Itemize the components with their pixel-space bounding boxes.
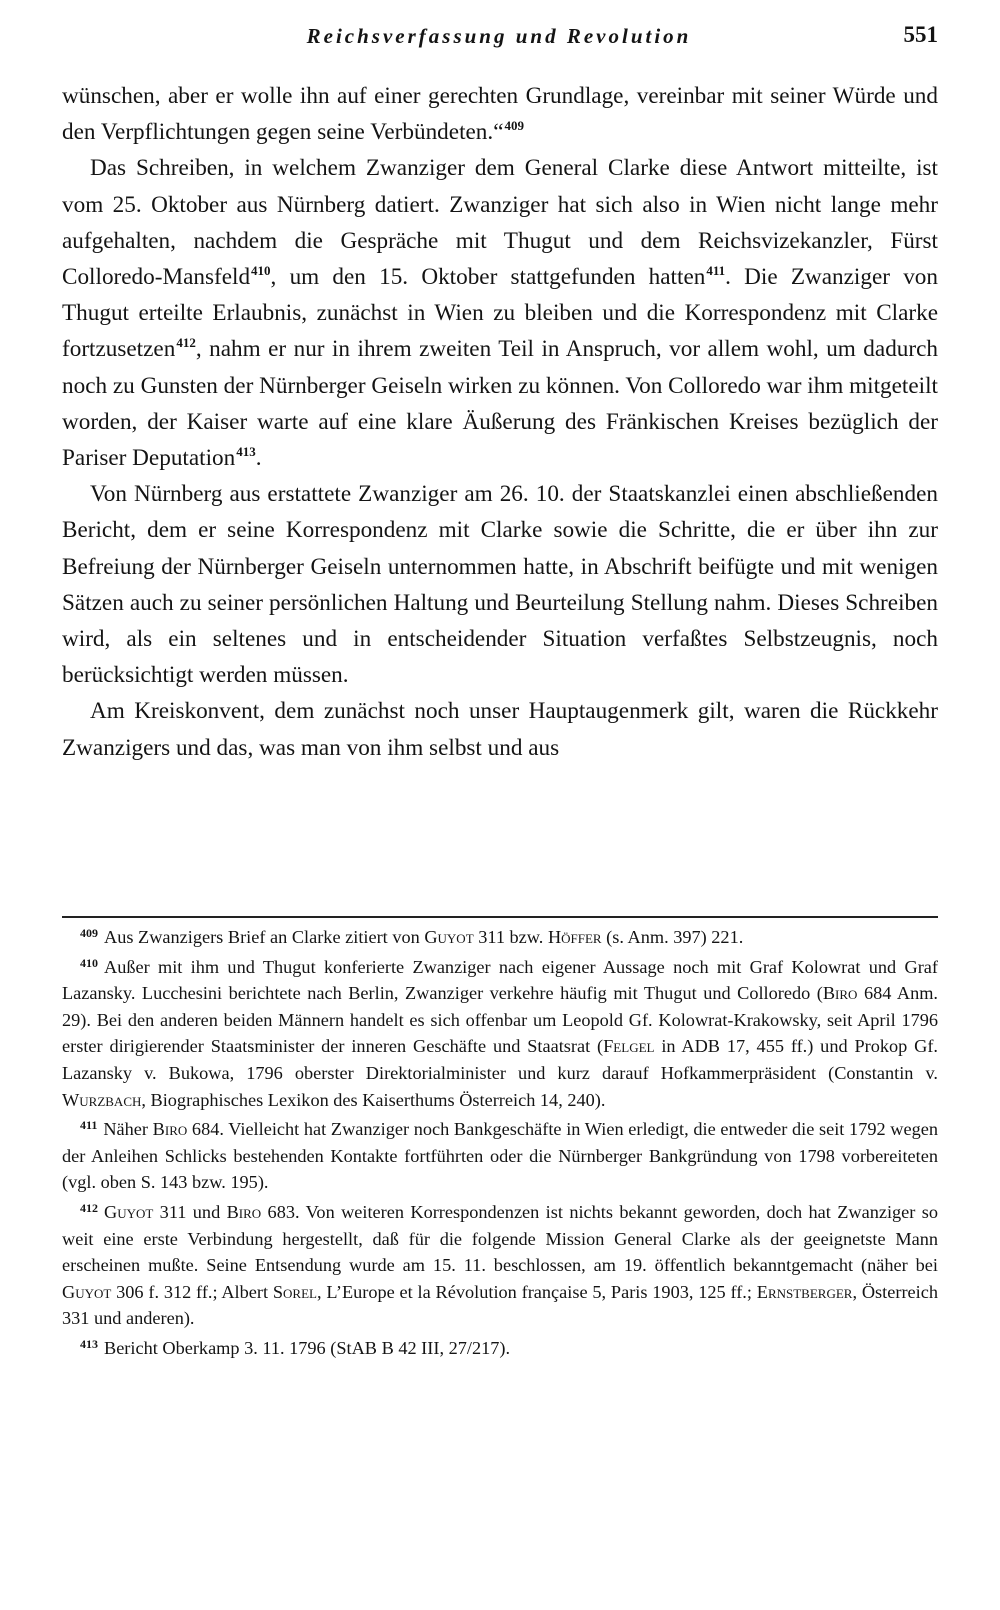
author-name: Ernstberger [756, 1281, 853, 1302]
paragraph-4: Am Kreiskonvent, dem zunächst noch unser Hauptaugenmerk gilt, waren die Rückkehr Zwanzigers und das, was man von ihm selbst und aus [62, 698, 938, 761]
footnote-412 [62, 1199, 938, 1332]
footnote-text: 311 und [153, 1201, 227, 1222]
author-name: Sorel [272, 1281, 317, 1302]
paragraph-1-text: wünschen, aber er wolle ihn auf einer gerechten Grundlage, vereinbar mit seiner Würde und den Verpflichtungen gegen seine Verbündeten.“ [62, 83, 938, 146]
footnote-text: 684. Vielleicht hat Zwanziger noch Bankgeschäfte in Wien erledigt, die entweder die seit 1792 wegen der Anleihen Schlicks bestehenden Kontakte fortführten oder die Nürnberger Bankgründung von 1798 vorbereiteten (vgl. oben S. 143 bzw. 195). [62, 1119, 938, 1193]
footnote-number: 410 [80, 955, 98, 970]
footnote-410 [62, 954, 938, 1114]
footnote-text: 683. Von weiteren Korrespondenzen ist nichts bekannt geworden, doch hat Zwanziger so weit eine erste Verbindung hergestellt, daß für die folgende Mission General Clarke als der geeignetste Mann erscheinen mußte. Seine Entsendung wurde am 15. 11. beschlossen, am 19. öffentlich bekanntgemacht (näher bei [62, 1201, 938, 1276]
page-number: 551 [903, 22, 938, 47]
author-name: Guyot [104, 1201, 154, 1222]
footnote-413 [62, 1335, 938, 1362]
running-title: Reichsverfassung und Revolution [306, 24, 692, 48]
author-name: Biro [226, 1201, 262, 1222]
author-name: Guyot [424, 927, 474, 947]
footnote-text: Außer mit ihm und Thugut konferierte Zwanziger nach eigener Aussage noch mit Graf Kolowrat und Graf Lazansky. Lucchesini berichtete nach Berlin, Zwanziger verkehre häufig mit Thugut und Colloredo ( [62, 956, 938, 1004]
footnote-text: 684 Anm. 29). Bei den anderen beiden Männern handelt es sich offenbar um Leopold Gf. Kolowrat-Krakowsky, seit April 1796 erster dirigierender Staatsminister der inneren Geschäfte und Staatsrat ( [62, 983, 938, 1057]
author-name: Felgel [603, 1036, 655, 1057]
paragraph-1 [62, 78, 938, 150]
author-name: Biro [152, 1119, 188, 1140]
footnote-text: (s. Anm. 397) 221. [601, 927, 744, 947]
footnote-text: 306 f. 312 ff.; Albert [111, 1281, 273, 1302]
paragraph-2 [62, 150, 938, 476]
footnote-ref-409[interactable]: 409 [504, 118, 524, 134]
footnote-text: , Österreich 331 und anderen). [62, 1281, 938, 1329]
footnote-text: , L’Europe et la Révolution française 5, Paris 1903, 125 ff.; [316, 1281, 757, 1302]
main-text [62, 78, 938, 766]
paragraph-2-text-e: . [255, 445, 262, 472]
footnote-number: 413 [80, 1336, 98, 1351]
footnote-number: 409 [80, 926, 98, 940]
footnote-ref-412[interactable]: 412 [176, 335, 196, 351]
footnote-ref-410[interactable]: 410 [251, 263, 271, 279]
author-name: Wurzbach [62, 1089, 142, 1110]
author-name: Höffer [547, 927, 602, 947]
footnote-409 [62, 924, 938, 951]
paragraph-2-text-b: , um den 15. Oktober stattgefunden hatten [270, 264, 706, 291]
paragraph-2-text-a: Das Schreiben, in welchem Zwanziger dem General Clarke diese Antwort mitteilte, ist vom 25. Oktober aus Nürnberg datiert. Zwanziger hat sich also in Wien nicht lange mehr aufgehalten, nachdem die Gespräche mit Thugut und dem Reichsvizekanzler, Fürst Colloredo-Mansfeld [62, 155, 938, 291]
footnote-text: 311 bzw. [473, 927, 548, 947]
footnote-text: , Biographisches Lexikon des Kaiserthums Österreich 14, 240). [141, 1089, 606, 1110]
footnote-ref-411[interactable]: 411 [706, 263, 726, 279]
footnote-text: in ADB 17, 455 ff.) und Prokop Gf. Lazansky v. Bukowa, 1796 oberster Direktorialminister und kurz darauf Hofkammerpräsident (Constantin v. [62, 1036, 938, 1083]
footnote-number: 412 [80, 1200, 98, 1215]
footnote-411 [62, 1116, 938, 1196]
footnote-text: Bericht Oberkamp 3. 11. 1796 (StAB B 42 III, 27/217). [104, 1337, 511, 1358]
footnote-text: Näher [103, 1119, 153, 1140]
footnote-ref-413[interactable]: 413 [236, 444, 256, 460]
paragraph-3: Von Nürnberg aus erstattete Zwanziger am 26. 10. der Staatskanzlei einen abschließenden Bericht, dem er seine Korrespondenz mit Clarke sowie die Schritte, die er über ihn zur Befreiung der Nürnberger Geiseln unternommen hatte, in Abschrift beifügte und mit wenigen Sätzen auch zu seiner persönlichen Haltung und Beurteilung Stellung nahm. Dieses Schreiben wird, als ein seltenes und in entscheidender Situation verfaßtes Selbstzeugnis, noch berücksichtigt werden müssen. [62, 481, 938, 689]
footnotes [62, 924, 938, 1365]
page-header [60, 22, 938, 58]
author-name: Guyot [62, 1281, 112, 1302]
paragraph-2-text-d: , nahm er nur in ihrem zweiten Teil in Anspruch, vor allem wohl, um dadurch noch zu Gunsten der Nürnberger Geiseln wirken zu können. Von Colloredo war ihm mitgeteilt worden, der Kaiser warte auf eine klare Äußerung des Fränkischen Kreises bezüglich der Pariser Deputation [62, 336, 938, 472]
footnote-text: Aus Zwanzigers Brief an Clarke zitiert von [104, 927, 425, 947]
footnote-number: 411 [80, 1118, 98, 1133]
author-name: Biro [822, 983, 858, 1004]
footnote-separator [62, 916, 938, 918]
paragraph-2-text-c: . Die Zwanziger von Thugut erteilte Erlaubnis, zunächst in Wien zu bleiben und die Korrespondenz mit Clarke fortzusetzen [62, 264, 938, 363]
